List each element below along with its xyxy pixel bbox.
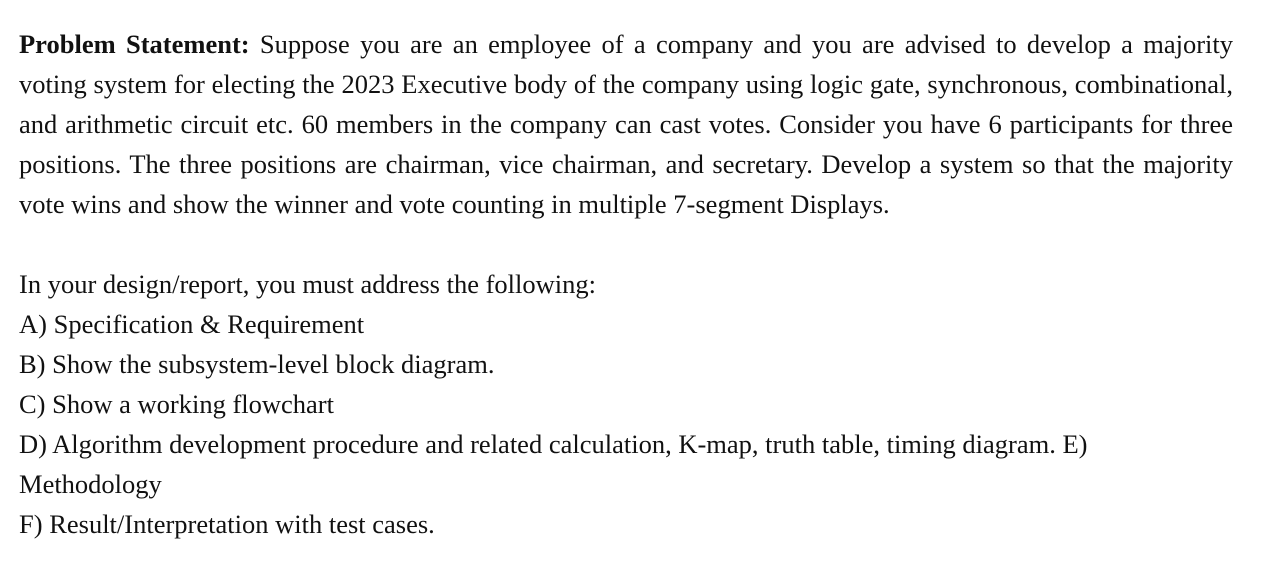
problem-statement-heading: Problem Statement: bbox=[19, 29, 250, 59]
requirement-item-a: A) Specification & Requirement bbox=[19, 309, 365, 339]
problem-statement-paragraph bbox=[19, 24, 1233, 224]
requirement-item-b: B) Show the subsystem-level block diagram. bbox=[19, 349, 495, 379]
document-body bbox=[19, 24, 1233, 544]
requirements-intro: In your design/report, you must address the following: bbox=[19, 269, 597, 299]
requirements-list bbox=[19, 304, 1233, 544]
requirement-item-d-e: D) Algorithm development procedure and related calculation, K-map, truth table, timing diagram. E) Methodology bbox=[19, 429, 1088, 499]
requirement-item-f: F) Result/Interpretation with test cases. bbox=[19, 509, 435, 539]
problem-statement-text: Suppose you are an employee of a company and you are advised to develop a majority voting system for electing the 2023 Executive body of the company using logic gate, synchronous, combinational, and arithmetic circuit etc. 60 members in the company can cast votes. Consider you have 6 participants for three positions. The three positions are chairman, vice chairman, and secretary. Develop a system so that the majority vote wins and show the winner and vote counting in multiple 7-segment Displays. bbox=[19, 29, 1234, 219]
requirement-item-c: C) Show a working flowchart bbox=[19, 389, 334, 419]
